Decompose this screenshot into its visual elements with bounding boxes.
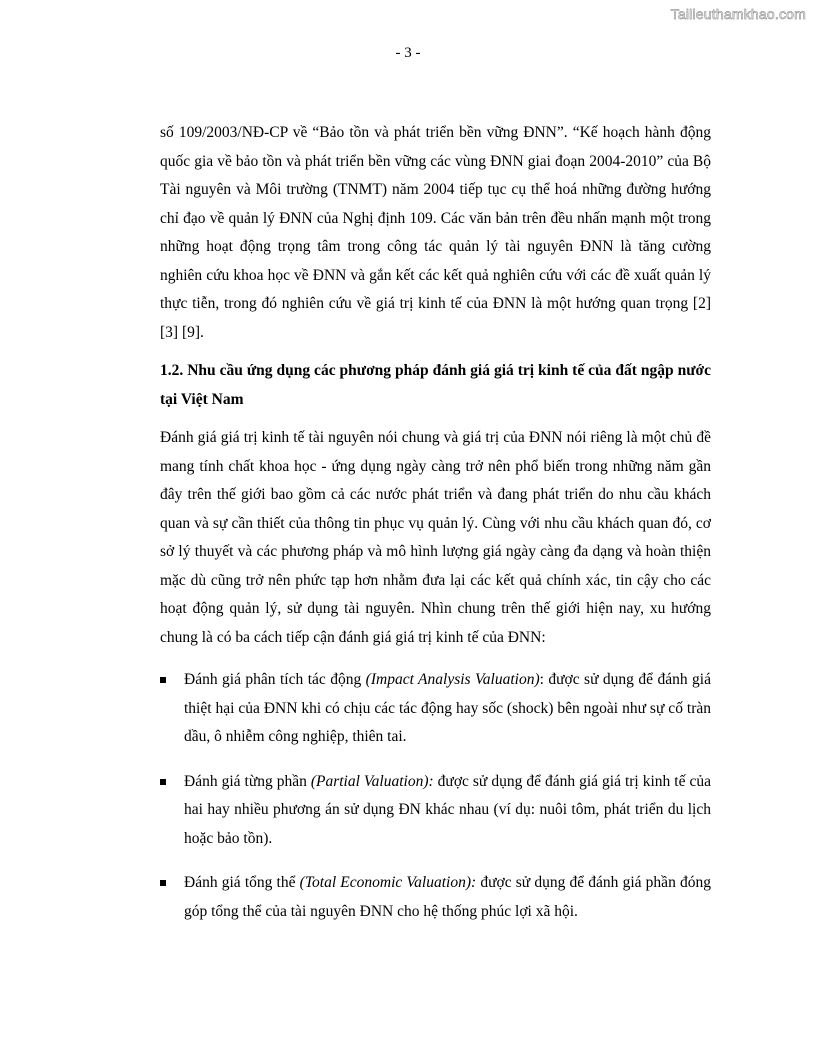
document-body xyxy=(160,119,711,942)
list-item-text: : được sử dụng để đánh giá thiệt hại của ĐNN khi có chịu các tác động hay sốc (shock) bên ngoài như sự cố tràn dầu, ô nhiễm công nghiệp, thiên tai. xyxy=(184,671,711,745)
list-item-text: được sử dụng để đánh giá giá trị kinh tế của hai hay nhiều phương án sử dụng ĐN khác nhau (ví dụ: nuôi tôm, phát triển du lịch hoặc bảo tồn). xyxy=(184,772,711,847)
paragraph: Đánh giá giá trị kinh tế tài nguyên nói chung và giá trị của ĐNN nói riêng là một chủ đề mang tính chất khoa học - ứng dụng ngày càng trở nên phổ biến trong những năm gần đây trên thế giới bao gồm cả các nước phát triển và đang phát triển do nhu cầu khách quan và sự cần thiết của thông tin phục vụ quản lý. Cùng với nhu cầu khách quan đó, cơ sở lý thuyết và các phương pháp và mô hình lượng giá ngày càng đa dạng và hoàn thiện mặc dù cũng trở nên phức tạp hơn nhằm đưa lại các kết quả chính xác, tin cậy cho các hoạt động quản lý, sử dụng tài nguyên. Nhìn chung trên thế giới hiện nay, xu hướng chung là có ba cách tiếp cận đánh giá giá trị kinh tế của ĐNN: xyxy=(160,429,711,646)
list-item-lead: Đánh giá từng phần xyxy=(184,772,311,790)
list-item-term: (Partial Valuation): xyxy=(310,772,434,790)
section-heading: 1.2. Nhu cầu ứng dụng các phương pháp đánh giá giá trị kinh tế của đất ngập nước tại Việt Nam xyxy=(160,362,711,408)
list-item-term: (Impact Analysis Valuation) xyxy=(365,671,540,688)
paragraph: số 109/2003/NĐ-CP về “Bảo tồn và phát triển bền vững ĐNN”. “Kế hoạch hành động quốc gia về bảo tồn và phát triển bền vững các vùng ĐNN giai đoạn 2004-2010” của Bộ Tài nguyên và Môi trường (TNMT) năm 2004 tiếp tục cụ thể hoá những đường hướng chỉ đạo về quản lý ĐNN của Nghị định 109. Các văn bản trên đều nhấn mạnh một trong những hoạt động trọng tâm trong công tác quản lý tài nguyên ĐNN là tăng cường nghiên cứu khoa học về ĐNN và gắn kết các kết quả nghiên cứu với các đề xuất quản lý thực tiễn, trong đó nghiên cứu về giá trị kinh tế của ĐNN là một hướng quan trọng [2] [3] [9]. xyxy=(160,124,711,341)
list-item xyxy=(160,869,711,926)
list-item-lead: Đánh giá tổng thể xyxy=(184,874,300,891)
square-bullet-icon xyxy=(160,779,166,785)
list-item-lead: Đánh giá phân tích tác động xyxy=(184,671,366,688)
list-item-term: (Total Economic Valuation): xyxy=(299,874,477,891)
square-bullet-icon xyxy=(160,677,166,683)
square-bullet-icon xyxy=(160,880,166,886)
list-item xyxy=(160,666,711,752)
approach-list xyxy=(160,666,711,926)
list-item-text: được sử dụng để đánh giá phần đóng góp tổng thể của tài nguyên ĐNN cho hệ thống phúc lợi xã hội. xyxy=(184,874,711,920)
watermark: Tailieuthamkhao.com xyxy=(670,6,806,22)
list-item xyxy=(160,768,711,854)
page-number: - 3 - xyxy=(395,45,421,61)
